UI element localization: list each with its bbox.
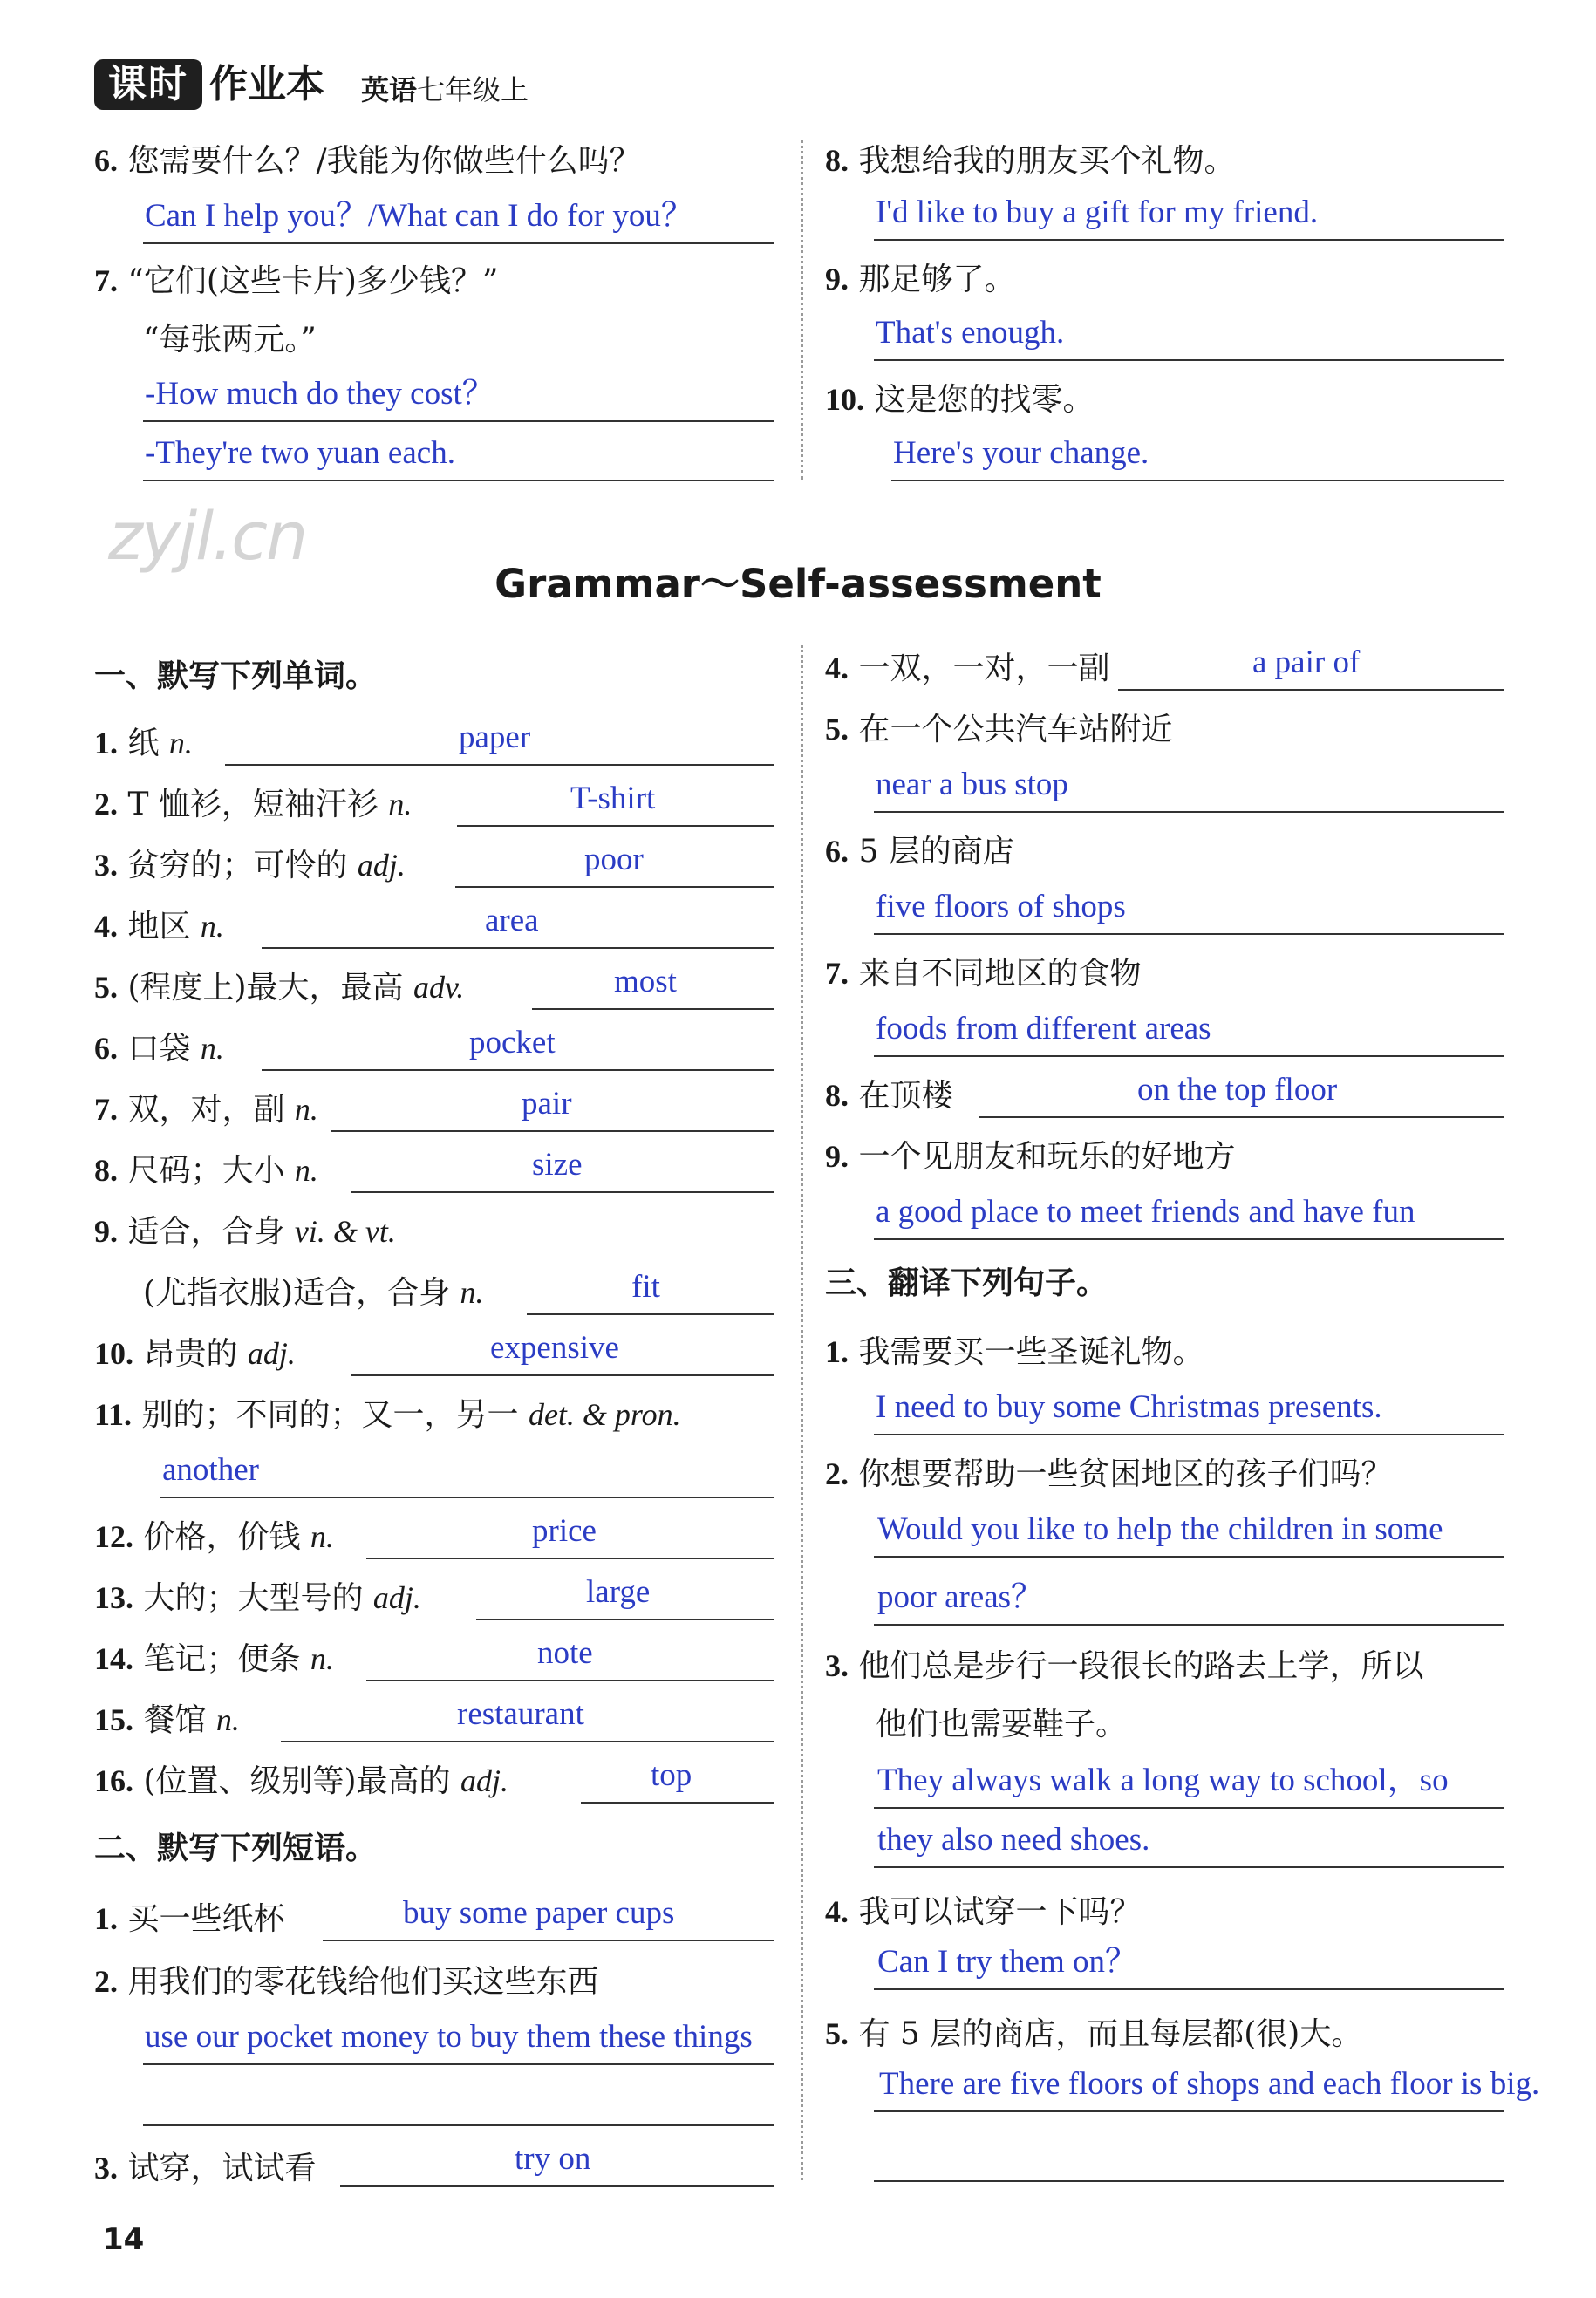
phrase-item xyxy=(825,708,1172,751)
part-of-speech: n. xyxy=(310,1519,334,1554)
answer-line xyxy=(351,1374,774,1376)
word-item xyxy=(94,783,412,826)
answer-line xyxy=(160,1497,774,1498)
answer-line xyxy=(874,2180,1504,2182)
answer-line xyxy=(874,1434,1504,1435)
sentence-item xyxy=(825,1331,1204,1374)
answer-line xyxy=(340,2185,774,2187)
word-item xyxy=(94,1027,224,1070)
item-number: 2. xyxy=(94,1964,118,1999)
item-number: 4. xyxy=(825,1894,849,1929)
answer-text: they also need shoes. xyxy=(877,1822,1150,1858)
item-number: 2. xyxy=(94,787,118,822)
item-number: 10. xyxy=(94,1336,133,1371)
item-prompt: 那足够了。 xyxy=(858,262,1016,297)
answer-text: poor xyxy=(584,842,644,877)
answer-line xyxy=(262,1069,774,1071)
sentence-item xyxy=(825,1453,1392,1496)
phrase-item xyxy=(825,830,1014,873)
answer-line xyxy=(874,1866,1504,1868)
item-number: 6. xyxy=(94,143,118,178)
item-number: 9. xyxy=(94,1214,118,1249)
item-prompt: 5 层的商店 xyxy=(858,834,1014,869)
answer-text: I need to buy some Christmas presents. xyxy=(876,1389,1382,1425)
item-number: 1. xyxy=(825,1334,849,1369)
answer-line xyxy=(532,1008,774,1010)
answer-line xyxy=(874,1055,1504,1057)
answer-line xyxy=(874,359,1504,361)
item-prompt: 餐馆 xyxy=(143,1702,207,1738)
answer-line xyxy=(1118,689,1504,691)
answer-text: Can I help you？/What can I do for you？ xyxy=(145,198,693,234)
exercise-item xyxy=(825,140,1235,182)
item-prompt: 大的；大型号的 xyxy=(143,1580,364,1616)
item-prompt: 一个见朋友和玩乐的好地方 xyxy=(858,1139,1236,1175)
answer-line xyxy=(527,1313,774,1315)
section-title: Grammar～Self-assessment xyxy=(494,561,1102,607)
answer-text: expensive xyxy=(490,1330,619,1366)
item-number: 5. xyxy=(825,712,849,747)
item-prompt: 我需要买一些圣诞礼物。 xyxy=(858,1334,1204,1370)
column-divider-bottom xyxy=(801,645,803,2180)
item-prompt: 有 5 层的商店，而且每层都(很)大。 xyxy=(858,2016,1363,2052)
answer-text: -They're two yuan each. xyxy=(145,435,455,471)
item-prompt: 贫穷的；可怜的 xyxy=(127,848,348,883)
answer-text: near a bus stop xyxy=(876,767,1068,802)
item-number: 4. xyxy=(94,909,118,944)
answer-line xyxy=(874,1807,1504,1809)
answer-text: pair xyxy=(522,1086,572,1122)
grade-label: 七年级上 xyxy=(417,73,529,106)
answer-text: large xyxy=(586,1574,651,1610)
word-item xyxy=(94,905,224,948)
item-prompt: 在顶楼 xyxy=(858,1078,953,1114)
part-of-speech: n. xyxy=(294,1092,318,1127)
answer-text: try on xyxy=(515,2141,591,2177)
answer-line xyxy=(262,947,774,949)
part-of-speech: n. xyxy=(200,909,224,944)
phrase-item xyxy=(94,1960,598,2003)
item-prompt-continued: “每张两元。” xyxy=(143,322,317,358)
answer-line xyxy=(874,239,1504,241)
answer-line xyxy=(323,1940,774,1941)
item-prompt: 别的；不同的；又一，另一 xyxy=(141,1397,519,1433)
item-number: 5. xyxy=(94,970,118,1005)
word-item xyxy=(94,1516,334,1558)
item-prompt: 价格，价钱 xyxy=(143,1519,301,1555)
answer-text: foods from different areas xyxy=(876,1011,1211,1047)
word-item xyxy=(94,1333,296,1375)
item-number: 1. xyxy=(94,1901,118,1936)
answer-text: paper xyxy=(459,719,531,755)
answer-line xyxy=(979,1116,1504,1118)
answer-text: Can I try them on？ xyxy=(877,1944,1138,1980)
part-of-speech: adj. xyxy=(357,848,406,883)
part-of-speech: n. xyxy=(310,1641,334,1676)
answer-line xyxy=(874,2110,1504,2112)
answer-text: five floors of shops xyxy=(876,889,1126,924)
item-prompt: 昂贵的 xyxy=(143,1336,238,1372)
word-item xyxy=(94,1088,318,1131)
answer-line xyxy=(874,933,1504,935)
answer-line xyxy=(457,825,774,827)
item-prompt: 他们总是步行一段很长的路去上学，所以 xyxy=(858,1648,1424,1684)
item-prompt: 双，对，副 xyxy=(127,1092,285,1128)
item-prompt: 你想要帮助一些贫困地区的孩子们吗？ xyxy=(858,1456,1393,1492)
answer-line xyxy=(331,1130,774,1132)
part3-heading: 三、翻译下列句子。 xyxy=(825,1265,1108,1301)
part2-heading: 二、默写下列短语。 xyxy=(94,1831,378,1866)
part-of-speech: n. xyxy=(294,1153,318,1188)
answer-text: size xyxy=(532,1147,583,1183)
part-of-speech: n. xyxy=(460,1275,484,1310)
item-number: 9. xyxy=(825,262,849,297)
item-number: 1. xyxy=(94,726,118,760)
phrase-item xyxy=(825,1074,952,1117)
item-number: 7. xyxy=(825,956,849,991)
item-prompt: 我可以试穿一下吗？ xyxy=(858,1894,1142,1930)
phrase-item xyxy=(94,2147,316,2190)
item-number: 6. xyxy=(94,1031,118,1066)
answer-line xyxy=(581,1802,774,1804)
answer-line xyxy=(281,1741,774,1742)
answer-text: most xyxy=(614,964,677,999)
answer-text: top xyxy=(651,1757,692,1793)
answer-text: -How much do they cost？ xyxy=(145,376,494,412)
word-item xyxy=(94,966,464,1009)
part-of-speech: adj. xyxy=(460,1763,509,1798)
item-prompt: 来自不同地区的食物 xyxy=(858,956,1142,992)
exercise-item xyxy=(825,258,1015,301)
answer-text: fit xyxy=(631,1269,660,1305)
answer-line xyxy=(874,1556,1504,1558)
item-prompt: (程度上)最大，最高 xyxy=(127,970,404,1006)
sentence-item xyxy=(825,2013,1362,2056)
phrase-item xyxy=(825,1135,1235,1178)
answer-line xyxy=(351,1191,774,1193)
word-item xyxy=(94,1638,334,1681)
watermark: zyjl.cn xyxy=(108,497,307,575)
answer-text: restaurant xyxy=(457,1696,584,1732)
item-number: 8. xyxy=(94,1153,118,1188)
answer-text: note xyxy=(537,1635,593,1671)
answer-line xyxy=(874,1624,1504,1626)
item-prompt-continued: 他们也需要鞋子。 xyxy=(876,1707,1128,1742)
item-number: 6. xyxy=(825,834,849,869)
word-item xyxy=(94,1699,240,1742)
item-prompt: 买一些纸杯 xyxy=(127,1901,285,1937)
item-number: 8. xyxy=(825,1078,849,1113)
item-prompt: 一双，一对，一副 xyxy=(858,651,1110,686)
exercise-item xyxy=(825,378,1094,421)
exercise-item xyxy=(94,140,641,182)
answer-line xyxy=(455,886,774,888)
answer-text: a good place to meet friends and have fun xyxy=(876,1194,1415,1230)
answer-line xyxy=(891,480,1504,481)
word-item xyxy=(94,722,193,765)
exercise-item xyxy=(94,260,498,303)
item-prompt: “它们(这些卡片)多少钱？” xyxy=(127,263,499,299)
part-of-speech: n. xyxy=(215,1702,240,1737)
word-item xyxy=(94,844,406,887)
answer-text: area xyxy=(485,903,539,938)
answer-line xyxy=(143,480,774,481)
answer-text: a pair of xyxy=(1252,644,1361,680)
sentence-item xyxy=(825,1645,1423,1688)
answer-line xyxy=(366,1558,774,1559)
item-prompt-continued xyxy=(143,1272,484,1314)
part-of-speech: det. & pron. xyxy=(528,1397,681,1432)
item-prompt: (位置、级别等)最高的 xyxy=(143,1763,451,1799)
book-title: 作业本 xyxy=(209,62,324,106)
item-number: 14. xyxy=(94,1641,133,1676)
answer-text: on the top floor xyxy=(1137,1072,1338,1108)
brand-logo: 课时 xyxy=(94,59,202,110)
word-item xyxy=(94,1394,681,1436)
answer-text: Here's your change. xyxy=(893,435,1149,471)
answer-line xyxy=(143,420,774,422)
item-number: 3. xyxy=(94,2151,118,2185)
item-number: 16. xyxy=(94,1763,133,1798)
part1-heading: 一、默写下列单词。 xyxy=(94,658,378,694)
book-subject xyxy=(361,70,529,110)
part-of-speech: n. xyxy=(200,1031,224,1066)
item-number: 3. xyxy=(94,848,118,883)
answer-line xyxy=(874,1238,1504,1240)
phrase-item xyxy=(825,952,1141,995)
item-prompt: (尤指衣服)适合，合身 xyxy=(143,1275,451,1311)
item-number: 10. xyxy=(825,382,864,417)
item-prompt: 适合，合身 xyxy=(127,1214,285,1250)
part-of-speech: adj. xyxy=(372,1580,421,1615)
answer-text: Would you like to help the children in some xyxy=(877,1511,1443,1547)
sentence-item xyxy=(825,1891,1141,1933)
answer-text: price xyxy=(532,1513,597,1549)
item-number: 2. xyxy=(825,1456,849,1491)
item-prompt: 试穿，试试看 xyxy=(127,2151,317,2186)
answer-line xyxy=(366,1680,774,1681)
word-item xyxy=(94,1210,396,1253)
answer-text: use our pocket money to buy them these things xyxy=(145,2019,753,2055)
answer-line xyxy=(143,2124,774,2126)
answer-text: That's enough. xyxy=(876,315,1065,351)
answer-line xyxy=(476,1619,774,1620)
item-prompt: 这是您的找零。 xyxy=(874,382,1095,418)
item-number: 8. xyxy=(825,143,849,178)
word-item xyxy=(94,1577,421,1620)
item-number: 12. xyxy=(94,1519,133,1554)
item-prompt: 您需要什么？/我能为你做些什么吗？ xyxy=(127,143,641,179)
item-prompt: 笔记；便条 xyxy=(143,1641,301,1677)
item-number: 3. xyxy=(825,1648,849,1683)
answer-text: I'd like to buy a gift for my friend. xyxy=(876,194,1319,230)
item-number: 5. xyxy=(825,2016,849,2051)
word-item xyxy=(94,1149,318,1192)
item-prompt: 口袋 xyxy=(127,1031,191,1067)
item-prompt: 纸 xyxy=(127,726,160,761)
part-of-speech: vi. & vt. xyxy=(294,1214,396,1249)
answer-line xyxy=(874,811,1504,813)
part-of-speech: adv. xyxy=(413,970,465,1005)
phrase-item xyxy=(94,1898,284,1940)
item-number: 4. xyxy=(825,651,849,685)
answer-text: They always walk a long way to school，so xyxy=(877,1763,1449,1798)
answer-line xyxy=(143,242,774,244)
item-number: 7. xyxy=(94,263,118,298)
answer-text: pocket xyxy=(469,1025,556,1060)
word-item xyxy=(94,1760,508,1803)
item-prompt: 在一个公共汽车站附近 xyxy=(858,712,1173,747)
answer-line xyxy=(874,1988,1504,1990)
subject-label: 英语 xyxy=(361,73,418,106)
item-prompt: 用我们的零花钱给他们买这些东西 xyxy=(127,1964,599,2000)
answer-text: poor areas？ xyxy=(877,1579,1044,1615)
phrase-item xyxy=(825,647,1109,690)
part-of-speech: n. xyxy=(388,787,413,822)
item-number: 15. xyxy=(94,1702,133,1737)
answer-text: another xyxy=(162,1452,259,1488)
item-number: 11. xyxy=(94,1397,133,1432)
answer-text: There are five floors of shops and each floor is big. xyxy=(879,2066,1540,2102)
answer-line xyxy=(143,2063,774,2065)
answer-text: buy some paper cups xyxy=(403,1895,675,1931)
item-prompt: 我想给我的朋友买个礼物。 xyxy=(858,143,1236,179)
page-number: 14 xyxy=(103,2222,145,2257)
item-number: 7. xyxy=(94,1092,118,1127)
item-prompt: 尺码；大小 xyxy=(127,1153,285,1189)
answer-text: T-shirt xyxy=(570,781,656,816)
item-number: 13. xyxy=(94,1580,133,1615)
column-divider-top xyxy=(801,140,803,480)
item-number: 9. xyxy=(825,1139,849,1174)
answer-line xyxy=(225,764,774,766)
part-of-speech: n. xyxy=(168,726,193,760)
item-prompt: 地区 xyxy=(127,909,191,944)
part-of-speech: adj. xyxy=(247,1336,296,1371)
item-prompt: T 恤衫，短袖汗衫 xyxy=(127,787,379,822)
